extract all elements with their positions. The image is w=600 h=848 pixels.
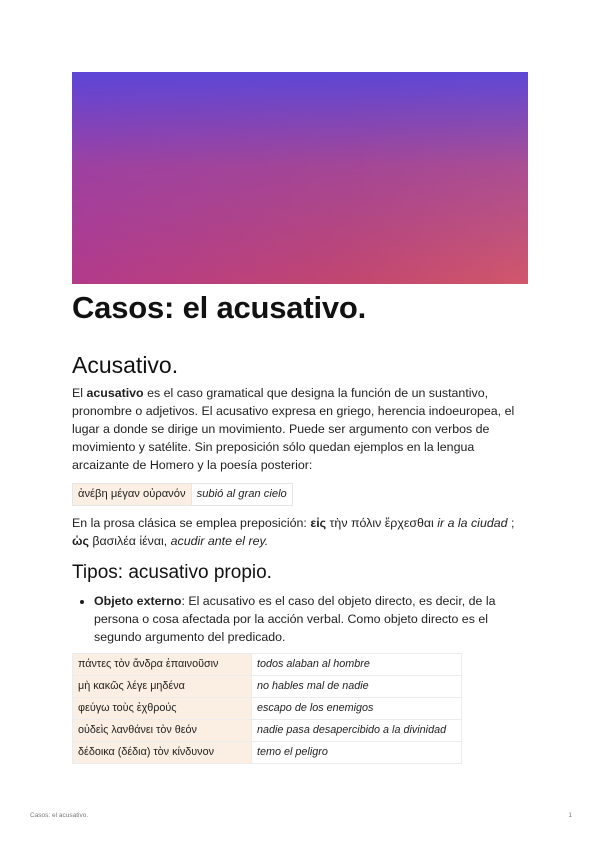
greek-cell: δέδοικα (δέδια) τὸν κίνδυνον	[73, 742, 252, 764]
page-number: 1	[568, 812, 572, 819]
preposition-hos: ὡς	[72, 534, 89, 548]
prose-lead: En la prosa clásica se emplea preposición:	[72, 516, 311, 530]
intro-paragraph	[72, 384, 528, 474]
preposition-eis: εἰς	[310, 516, 327, 530]
bullet-label: Objeto externo	[94, 594, 182, 608]
hos-phrase: βασιλέα ἰέναι,	[88, 534, 171, 548]
examples-table	[72, 653, 462, 764]
greek-cell: ἀνέβη μέγαν οὐρανόν	[73, 484, 192, 506]
prose-paragraph	[72, 514, 528, 550]
list-item	[94, 592, 528, 646]
eis-phrase: τὴν πόλιν ἔρχεσθαι	[326, 516, 438, 530]
table-row	[73, 484, 293, 506]
page-footer	[30, 812, 572, 819]
section-heading-acusativo: Acusativo.	[72, 352, 179, 378]
translation-cell: no hables mal de nadie	[252, 676, 462, 698]
translation-cell: nadie pasa desapercibido a la divinidad	[252, 720, 462, 742]
greek-cell: οὐδεὶς λανθάνει τὸν θεόν	[73, 720, 252, 742]
page-content	[72, 284, 528, 764]
table-row	[73, 676, 462, 698]
bullet-text: : El acusativo es el caso del objeto directo, es decir, de la persona o cosa afectada por la acción verbal. Como objeto directo es el segundo argumento del predicado.	[94, 594, 496, 644]
table-row	[73, 720, 462, 742]
translation-cell: temo el peligro	[252, 742, 462, 764]
cover-image	[72, 72, 528, 284]
intro-pre: El	[72, 386, 87, 400]
eis-translation: ir a la ciudad	[437, 516, 508, 530]
section-heading-tipos: Tipos: acusativo propio.	[72, 562, 272, 583]
table-row	[73, 742, 462, 764]
example-table	[72, 483, 293, 506]
intro-bold-term: acusativo	[86, 386, 144, 400]
table-row	[73, 698, 462, 720]
greek-cell: φεύγω τοὺς ἐχθρούς	[73, 698, 252, 720]
separator: ;	[507, 516, 515, 530]
types-list	[72, 592, 528, 646]
translation-cell: todos alaban al hombre	[252, 654, 462, 676]
intro-post: es el caso gramatical que designa la función de un sustantivo, pronombre o adjetivos. El acusativo expresa en griego, herencia indoeuropea, el lugar a donde se dirige un movimiento. Puede ser argumento con verbos de movimiento y satélite. Sin preposición sólo quedan ejemplos en la lengua arcaizante de Homero y la poesía posterior:	[72, 386, 515, 472]
greek-cell: μὴ κακῶς λέγε μηδένα	[73, 676, 252, 698]
translation-cell: subió al gran cielo	[191, 484, 292, 506]
translation-cell: escapo de los enemigos	[252, 698, 462, 720]
footer-title: Casos: el acusativo.	[30, 812, 89, 819]
greek-cell: πάντες τὸν ἄνδρα ἐπαινοῦσιν	[73, 654, 252, 676]
hos-translation: acudir ante el rey.	[170, 534, 269, 548]
page-title: Casos: el acusativo.	[72, 290, 367, 325]
table-row	[73, 654, 462, 676]
